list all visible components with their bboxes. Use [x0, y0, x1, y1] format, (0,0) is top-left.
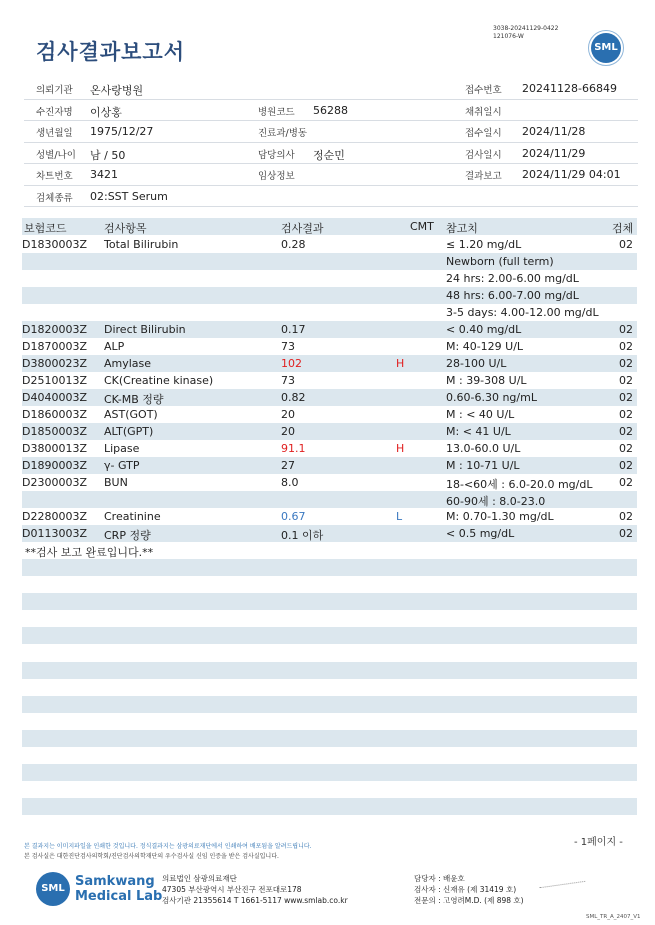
label-test-date: 검사일시 — [465, 149, 502, 161]
document-id — [493, 25, 558, 41]
cell-reference: M : 39-308 U/L — [446, 374, 527, 387]
header-cmt: CMT — [410, 220, 434, 233]
cell-specimen: 02 — [619, 476, 633, 489]
cell-flag: H — [396, 442, 405, 455]
table-row — [22, 253, 637, 270]
value-report-date: 2024/11/29 04:01 — [522, 168, 621, 181]
value-birth-date: 1975/12/27 — [90, 125, 154, 138]
cell-code: D1820003Z — [22, 323, 87, 336]
cell-reference: Newborn (full term) — [446, 255, 554, 268]
cell-result: 8.0 — [281, 476, 299, 489]
value-hospital-code: 56288 — [313, 103, 348, 117]
header-result: 검사결과 — [281, 222, 324, 235]
cell-code: D1860003Z — [22, 408, 87, 421]
info-row — [24, 100, 638, 122]
label-requesting-org: 의뢰기관 — [36, 85, 73, 96]
label-birth-date: 생년월일 — [36, 128, 73, 139]
form-number: SML_TR_A_2407_V1 — [586, 914, 641, 920]
cell-test-name: Creatinine — [104, 510, 161, 523]
cell-reference: < 0.40 mg/dL — [446, 323, 522, 336]
cell-reference: ≤ 1.20 mg/dL — [446, 238, 522, 251]
table-row — [22, 525, 637, 542]
label-receipt-date: 접수일시 — [465, 128, 502, 139]
cell-reference: M: 40-129 U/L — [446, 340, 524, 353]
label-patient-name: 수진자명 — [36, 106, 73, 118]
cell-test-name: AST(GOT) — [104, 408, 158, 421]
cell-flag: L — [396, 510, 403, 523]
cell-test-name: γ- GTP — [104, 459, 140, 472]
cell-reference: M : 10-71 U/L — [446, 459, 520, 472]
cell-test-name: Total Bilirubin — [104, 238, 179, 251]
empty-row — [22, 730, 637, 747]
document-id-line1: 3038-20241129-0422 — [493, 25, 559, 32]
table-row — [22, 338, 637, 355]
table-row — [22, 508, 637, 525]
table-row — [22, 321, 637, 338]
cell-result: 0.1 이하 — [281, 529, 324, 542]
label-chart-no: 차트번호 — [36, 171, 73, 182]
cell-specimen: 02 — [619, 527, 633, 540]
cell-code: D1850003Z — [22, 425, 87, 438]
cell-code: **검사 보고 완료입니다.** — [25, 546, 154, 559]
cell-reference: < 0.5 mg/dL — [446, 527, 515, 540]
table-row — [22, 287, 637, 304]
table-row — [22, 355, 637, 372]
value-sex-age: 남 / 50 — [90, 148, 126, 162]
cell-test-name: CK(Creatine kinase) — [104, 374, 214, 387]
results-table-body — [22, 236, 637, 559]
label-doctor: 담당의사 — [258, 149, 295, 161]
cell-reference: 13.0-60.0 U/L — [446, 442, 521, 455]
cell-test-name: Lipase — [104, 442, 140, 455]
report-title: 검사결과보고서 — [36, 40, 186, 64]
table-row — [22, 236, 637, 253]
header-test-name: 검사항목 — [104, 222, 147, 235]
cell-test-name: ALT(GPT) — [104, 425, 154, 438]
header-specimen: 검체 — [612, 222, 634, 235]
table-row — [22, 457, 637, 474]
cell-test-name: Amylase — [104, 357, 152, 370]
cell-result: 0.82 — [281, 391, 306, 404]
staff-line3: 전문의 : 고영려M.D. (제 898 호) — [414, 896, 524, 905]
cell-reference: 60-90세 : 8.0-23.0 — [446, 495, 546, 508]
label-specimen-type: 검체종류 — [36, 192, 73, 204]
label-receipt-no: 접수번호 — [465, 85, 502, 96]
cell-reference: M: 0.70-1.30 mg/dL — [446, 510, 554, 523]
cell-specimen: 02 — [619, 459, 633, 472]
cell-result: 91.1 — [281, 442, 306, 455]
patient-info-block — [24, 78, 638, 207]
footer-staff — [414, 873, 524, 906]
value-patient-name: 이상홍 — [90, 105, 122, 119]
cell-code: D1890003Z — [22, 459, 87, 472]
cell-code: D2300003Z — [22, 476, 87, 489]
cell-result: 0.17 — [281, 323, 306, 336]
cell-result: 73 — [281, 340, 295, 353]
table-row — [22, 474, 637, 491]
cell-code: D2510013Z — [22, 374, 87, 387]
staff-line2: 검사자 : 신재유 (제 31419 호) — [414, 885, 517, 894]
table-row — [22, 542, 637, 559]
cell-specimen: 02 — [619, 510, 633, 523]
empty-row — [22, 798, 637, 815]
cell-specimen: 02 — [619, 340, 633, 353]
footer-address — [162, 873, 348, 906]
cell-result: 20 — [281, 425, 295, 438]
footnote-accreditation: 본 검사실은 대한진단검사의학회/진단검사의학재단의 우수검사실 신임 인증을 받은 검사실입니다. — [24, 853, 279, 860]
cell-test-name: BUN — [104, 476, 128, 489]
cell-specimen: 02 — [619, 357, 633, 370]
table-row — [22, 389, 637, 406]
header-code: 보험코드 — [24, 222, 67, 235]
empty-row — [22, 662, 637, 679]
cell-result: 27 — [281, 459, 295, 472]
cell-test-name: Direct Bilirubin — [104, 323, 186, 336]
table-row — [22, 270, 637, 287]
cell-test-name: CK-MB 정량 — [104, 393, 164, 406]
sml-logo-icon: SML — [591, 33, 621, 63]
cell-code: D1830003Z — [22, 238, 87, 251]
address-line2: 47305 부산광역시 부산진구 전포대로178 — [162, 885, 302, 894]
value-receipt-date: 2024/11/28 — [522, 125, 586, 138]
empty-row — [22, 764, 637, 781]
label-report-date: 결과보고 — [465, 171, 502, 182]
footnote-image-copy: 본 결과지는 이미지파일을 인쇄한 것입니다. 정식결과지는 삼광의료재단에서 인쇄하여 배포됨을 알려드립니다. — [24, 843, 312, 850]
cell-specimen: 02 — [619, 391, 633, 404]
cell-specimen: 02 — [619, 323, 633, 336]
cell-reference: 48 hrs: 6.00-7.00 mg/dL — [446, 289, 579, 302]
cell-reference: M: < 41 U/L — [446, 425, 511, 438]
brand-line2: Medical Lab — [75, 889, 163, 904]
cell-code: D2280003Z — [22, 510, 87, 523]
table-row — [22, 372, 637, 389]
label-sex-age: 성별/나이 — [36, 149, 76, 161]
empty-rows — [22, 559, 637, 833]
value-specimen-type: 02:SST Serum — [90, 189, 168, 203]
cell-result: 20 — [281, 408, 295, 421]
cell-code: D0113003Z — [22, 527, 87, 540]
cell-code: D3800013Z — [22, 442, 87, 455]
results-table-header — [22, 218, 637, 235]
value-doctor: 정순민 — [313, 148, 345, 162]
cell-specimen: 02 — [619, 238, 633, 251]
label-clinical-info: 임상정보 — [258, 171, 295, 182]
cell-result: 0.67 — [281, 510, 306, 523]
signature-mark — [540, 881, 587, 896]
cell-result: 102 — [281, 357, 302, 370]
cell-reference: 24 hrs: 2.00-6.00 mg/dL — [446, 272, 579, 285]
cell-test-name: CRP 정량 — [104, 529, 151, 542]
info-row — [24, 186, 638, 208]
empty-row — [22, 593, 637, 610]
cell-code: D4040003Z — [22, 391, 87, 404]
value-chart-no: 3421 — [90, 168, 118, 181]
table-row — [22, 440, 637, 457]
document-id-line2: 121076-W — [493, 33, 524, 40]
staff-line1: 담당자 : 배윤호 — [414, 874, 465, 883]
cell-code: D3800023Z — [22, 357, 87, 370]
value-test-date: 2024/11/29 — [522, 146, 586, 160]
footer-sml-logo-icon: SML — [36, 872, 70, 906]
cell-reference: 28-100 U/L — [446, 357, 507, 370]
address-line3: 검사기관 21355614 T 1661-5117 www.smlab.co.kr — [162, 896, 348, 905]
cell-reference: M : < 40 U/L — [446, 408, 515, 421]
footer-brand — [75, 874, 162, 904]
cell-specimen: 02 — [619, 374, 633, 387]
cell-specimen: 02 — [619, 408, 633, 421]
info-row — [24, 78, 638, 100]
table-row — [22, 406, 637, 423]
cell-result: 0.28 — [281, 238, 306, 251]
cell-test-name: ALP — [104, 340, 125, 353]
header-reference: 참고치 — [446, 222, 478, 235]
label-department: 진료과/병동 — [258, 128, 308, 139]
table-row — [22, 304, 637, 321]
cell-reference: 3-5 days: 4.00-12.00 mg/dL — [446, 306, 599, 319]
brand-line1: Samkwang — [75, 874, 155, 889]
cell-reference: 0.60-6.30 ng/mL — [446, 391, 537, 404]
empty-row — [22, 627, 637, 644]
label-collection-date: 채취일시 — [465, 106, 502, 118]
address-line1: 의료법인 삼광의료재단 — [162, 874, 237, 883]
label-hospital-code: 병원코드 — [258, 106, 295, 118]
empty-row — [22, 696, 637, 713]
info-row — [24, 121, 638, 143]
cell-result: 73 — [281, 374, 295, 387]
cell-flag: H — [396, 357, 405, 370]
info-row — [24, 164, 638, 186]
cell-specimen: 02 — [619, 442, 633, 455]
info-row — [24, 143, 638, 165]
cell-reference: 18-<60세 : 6.0-20.0 mg/dL — [446, 478, 593, 491]
table-row — [22, 491, 637, 508]
value-receipt-no: 20241128-66849 — [522, 82, 617, 95]
table-row — [22, 423, 637, 440]
value-requesting-org: 온사랑병원 — [90, 84, 144, 97]
cell-specimen: 02 — [619, 425, 633, 438]
cell-code: D1870003Z — [22, 340, 87, 353]
empty-row — [22, 559, 637, 576]
page-number: - 1페이지 - — [574, 837, 623, 848]
